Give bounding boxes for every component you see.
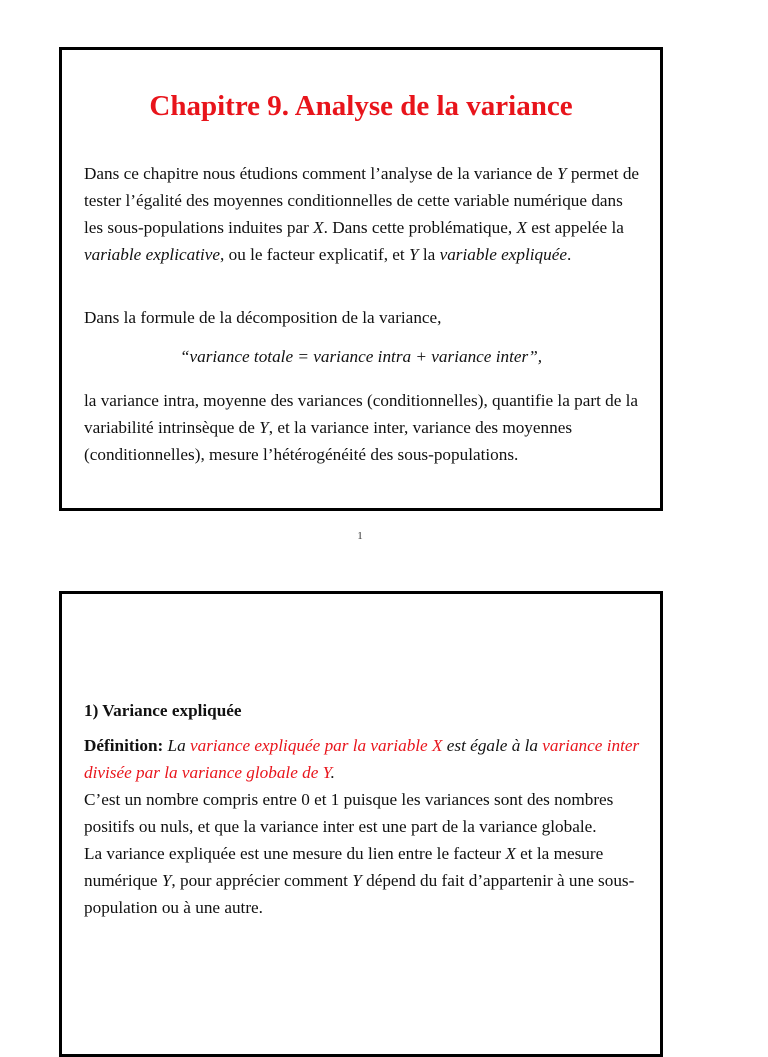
variance-explanation-paragraph: la variance intra, moyenne des variances (conditionnelles), quantifie la part de la variabilité intrinsèque de Y, et la variance inter, variance des moyennes (conditionnelles), mesure l’hétérogénéité des sous-populations. [84,391,639,464]
definition-paragraph: Définition: La variance expliquée par la variable X est égale à la variance inter divisée par la variance globale de Y. C’est un nombre compris entre 0 et 1 puisque les variances sont des nombres positifs ou nuls, et que la variance inter est une part de la variance globale. La variance expliquée est une mesure du lien entre le facteur X et la mesure numérique Y, pour apprécier comment Y dépend du fait d’appartenir à une sous-population ou à une autre. [84,736,640,917]
term-variable-explicative: variable explicative [84,245,221,264]
formula-intro: Dans la formule de la décomposition de la variance, [84,308,442,327]
page-number: 1 [357,530,363,542]
intro-paragraph: Dans ce chapitre nous étudions comment l’analyse de la variance de Y permet de tester l’égalité des moyennes conditionnelles de cette variable numérique dans les sous-populations induites par X. Dans cette problématique, X est appelée la variable explicative, ou le facteur explicatif, et Y la variable expliquée. [84,164,640,264]
term-variable-expliquee: variable expliquée [439,245,567,264]
variance-formula-quote: “variance totale = variance intra + variance inter”, [179,347,543,366]
section-title: 1) Variance expliquée [84,701,242,720]
chapter-title: Chapitre 9. Analyse de la variance [149,90,573,122]
slide-2 [59,591,663,1057]
slide-1 [59,47,663,511]
definition-label: Définition: [84,736,164,755]
